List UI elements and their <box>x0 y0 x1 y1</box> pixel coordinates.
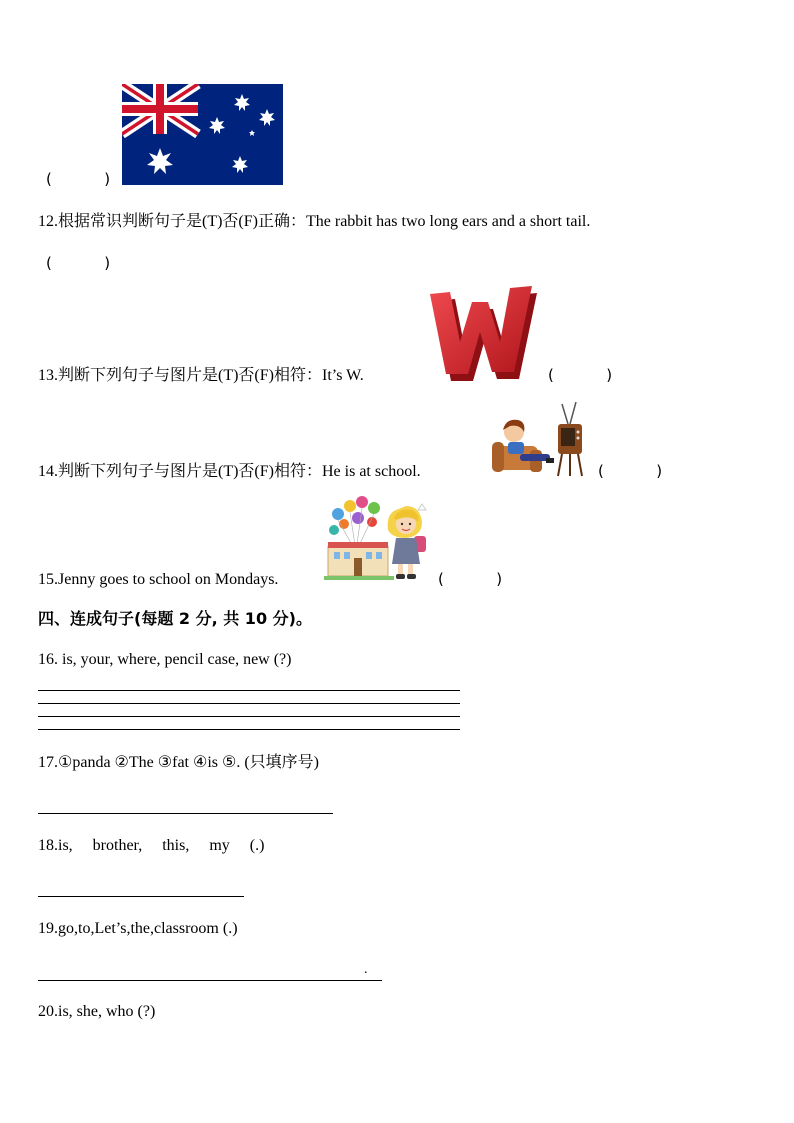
section-4-title: 四、连成句子(每题 2 分, 共 10 分)。 <box>38 609 312 628</box>
boy-watching-tv-image <box>490 402 590 478</box>
letter-w-image <box>426 284 538 382</box>
q19-text: 19.go,to,Let’s,the,classroom (.) <box>38 920 238 937</box>
q15-text: 15.Jenny goes to school on Mondays. <box>38 571 279 588</box>
q13-text: 13.判断下列句子与图片是(T)否(F)相符：It’s W. <box>38 367 364 384</box>
q14-answer-bracket[interactable]: ( ) <box>598 462 663 480</box>
q13-answer-bracket[interactable]: ( ) <box>548 366 613 384</box>
q20-text: 20.is, she, who (?) <box>38 1003 156 1020</box>
q19-end-mark: . <box>364 962 368 977</box>
q17-answer-line[interactable] <box>38 813 333 814</box>
q16-answer-line-4[interactable] <box>38 729 460 730</box>
q12-text: 12.根据常识判断句子是(T)否(F)正确：The rabbit has two long ears and a short tail. <box>38 213 591 230</box>
q11-answer-bracket[interactable]: ( ) <box>46 170 111 188</box>
q19-answer-line[interactable] <box>38 980 382 981</box>
q16-text: 16. is, your, where, pencil case, new (?) <box>38 651 292 668</box>
q18-answer-line[interactable] <box>38 896 244 897</box>
q16-answer-line-1[interactable] <box>38 690 460 691</box>
q18-text: 18.is, brother, this, my (.) <box>38 837 265 854</box>
girl-school-balloons-image <box>322 494 434 586</box>
q12-answer-bracket[interactable]: ( ) <box>46 254 111 272</box>
australia-flag-image <box>122 84 283 185</box>
q15-answer-bracket[interactable]: ( ) <box>438 570 503 588</box>
q16-answer-line-3[interactable] <box>38 716 460 717</box>
q14-text: 14.判断下列句子与图片是(T)否(F)相符：He is at school. <box>38 463 421 480</box>
q17-text: 17.①panda ②The ③fat ④is ⑤. (只填序号) <box>38 754 320 771</box>
q16-answer-line-2[interactable] <box>38 703 460 704</box>
